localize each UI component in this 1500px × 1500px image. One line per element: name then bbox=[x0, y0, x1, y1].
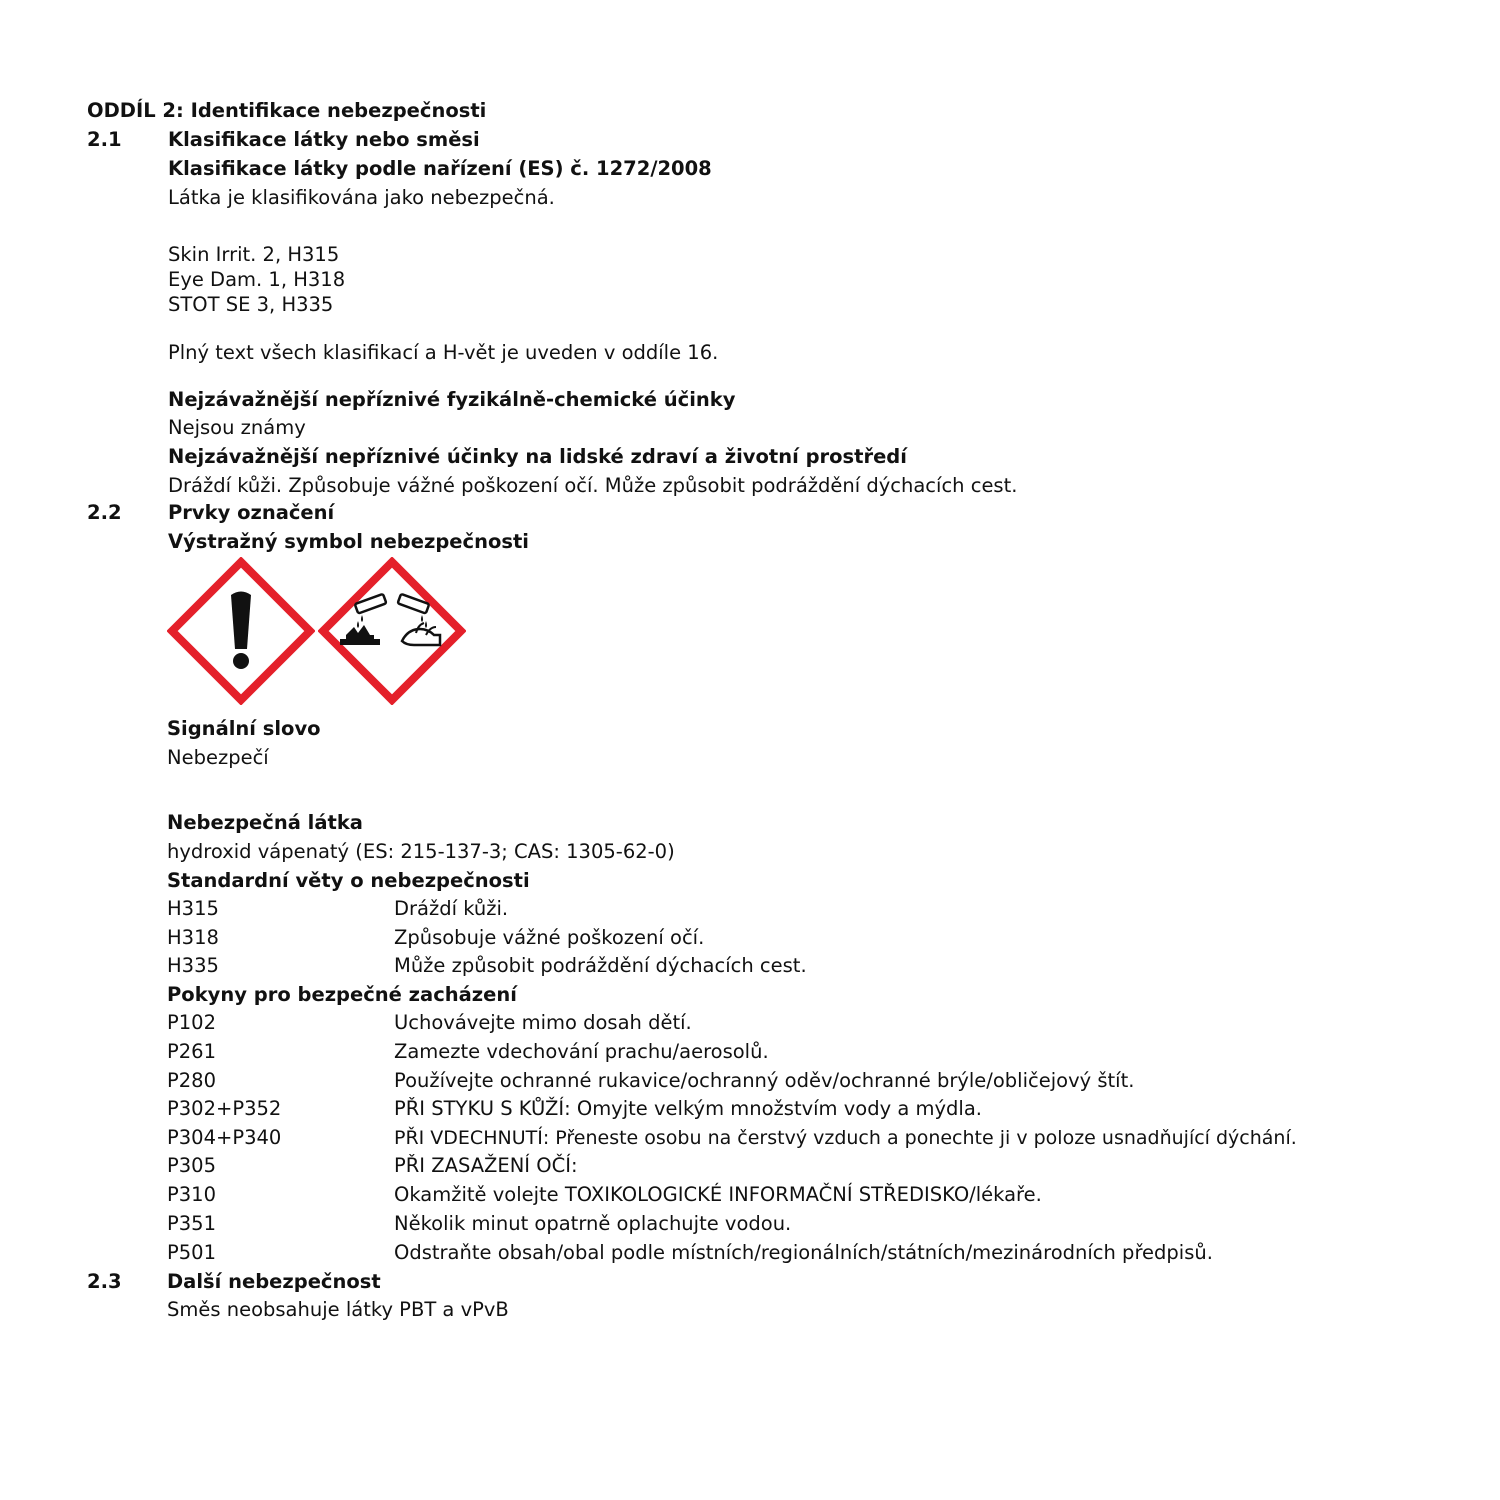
health-heading: Nejzávažnější nepříznivé účinky na lidské zdraví a životní prostředí bbox=[168, 445, 907, 468]
p-statement-code: P302+P352 bbox=[167, 1097, 282, 1120]
signal-word-heading: Signální slovo bbox=[167, 717, 321, 740]
corrosion-pictogram bbox=[318, 557, 466, 705]
section-2-3-number: 2.3 bbox=[87, 1270, 122, 1293]
section-2-3-heading: Další nebezpečnost bbox=[167, 1270, 381, 1293]
p-statement-code: P304+P340 bbox=[167, 1126, 282, 1149]
h-statement-text: Může způsobit podráždění dýchacích cest. bbox=[394, 954, 807, 977]
h-statement-text: Dráždí kůži. bbox=[394, 897, 509, 920]
p-statement-code: P280 bbox=[167, 1069, 216, 1092]
p-statement-text: PŘI VDECHNUTÍ: Přeneste osobu na čerstvý vzduch a ponechte ji v poloze usnadňující dýchání. bbox=[394, 1127, 1297, 1149]
p-statement-text: Okamžitě volejte TOXIKOLOGICKÉ INFORMAČNÍ STŘEDISKO/lékaře. bbox=[394, 1183, 1042, 1206]
p-statement-code: P351 bbox=[167, 1212, 216, 1235]
other-hazards-text: Směs neobsahuje látky PBT a vPvB bbox=[167, 1298, 509, 1321]
p-statement-code: P305 bbox=[167, 1154, 216, 1177]
h-statement-code: H318 bbox=[167, 926, 219, 949]
pictogram-heading: Výstražný symbol nebezpečnosti bbox=[168, 530, 529, 553]
h-statement-code: H335 bbox=[167, 954, 219, 977]
p-statement-code: P501 bbox=[167, 1241, 216, 1264]
p-statement-text: Odstraňte obsah/obal podle místních/regionálních/státních/mezinárodních předpisů. bbox=[394, 1241, 1213, 1264]
fulltext-note: Plný text všech klasifikací a H-vět je uveden v oddíle 16. bbox=[168, 341, 719, 364]
p-statements-heading: Pokyny pro bezpečné zacházení bbox=[167, 983, 517, 1006]
p-statement-text: Uchovávejte mimo dosah dětí. bbox=[394, 1011, 692, 1034]
h-statement-text: Způsobuje vážné poškození očí. bbox=[394, 926, 705, 949]
physchem-heading: Nejzávažnější nepříznivé fyzikálně-chemické účinky bbox=[168, 388, 736, 411]
p-statement-text: Několik minut opatrně oplachujte vodou. bbox=[394, 1212, 792, 1235]
hazardous-substance: hydroxid vápenatý (ES: 215-137-3; CAS: 1305-62-0) bbox=[167, 840, 675, 863]
physchem-text: Nejsou známy bbox=[168, 416, 306, 439]
hazardous-substance-heading: Nebezpečná látka bbox=[167, 811, 363, 834]
signal-word: Nebezpečí bbox=[167, 746, 269, 769]
classification-item: Skin Irrit. 2, H315 bbox=[168, 243, 340, 266]
health-text: Dráždí kůži. Způsobuje vážné poškození očí. Může způsobit podráždění dýchacích cest. bbox=[168, 474, 1018, 497]
classification-statement: Látka je klasifikována jako nebezpečná. bbox=[168, 186, 555, 209]
exclamation-mark-pictogram bbox=[167, 557, 315, 705]
p-statement-text: PŘI STYKU S KŮŽÍ: Omyjte velkým množstvím vody a mýdla. bbox=[394, 1097, 982, 1120]
section-title: ODDÍL 2: Identifikace nebezpečnosti bbox=[87, 99, 487, 122]
section-2-1-heading: Klasifikace látky nebo směsi bbox=[168, 128, 480, 151]
h-statement-code: H315 bbox=[167, 897, 219, 920]
classification-item: STOT SE 3, H335 bbox=[168, 293, 334, 316]
p-statement-code: P310 bbox=[167, 1183, 216, 1206]
section-2-2-number: 2.2 bbox=[87, 501, 122, 524]
classification-subheading: Klasifikace látky podle nařízení (ES) č. 1272/2008 bbox=[168, 157, 712, 180]
p-statement-code: P261 bbox=[167, 1040, 216, 1063]
p-statement-text: PŘI ZASAŽENÍ OČÍ: bbox=[394, 1154, 578, 1177]
p-statement-code: P102 bbox=[167, 1011, 216, 1034]
p-statement-text: Používejte ochranné rukavice/ochranný oděv/ochranné brýle/obličejový štít. bbox=[394, 1069, 1135, 1092]
p-statement-text: Zamezte vdechování prachu/aerosolů. bbox=[394, 1040, 769, 1063]
h-statements-heading: Standardní věty o nebezpečnosti bbox=[167, 869, 530, 892]
classification-item: Eye Dam. 1, H318 bbox=[168, 268, 346, 291]
section-2-1-number: 2.1 bbox=[87, 128, 122, 151]
section-2-2-heading: Prvky označení bbox=[168, 501, 335, 524]
